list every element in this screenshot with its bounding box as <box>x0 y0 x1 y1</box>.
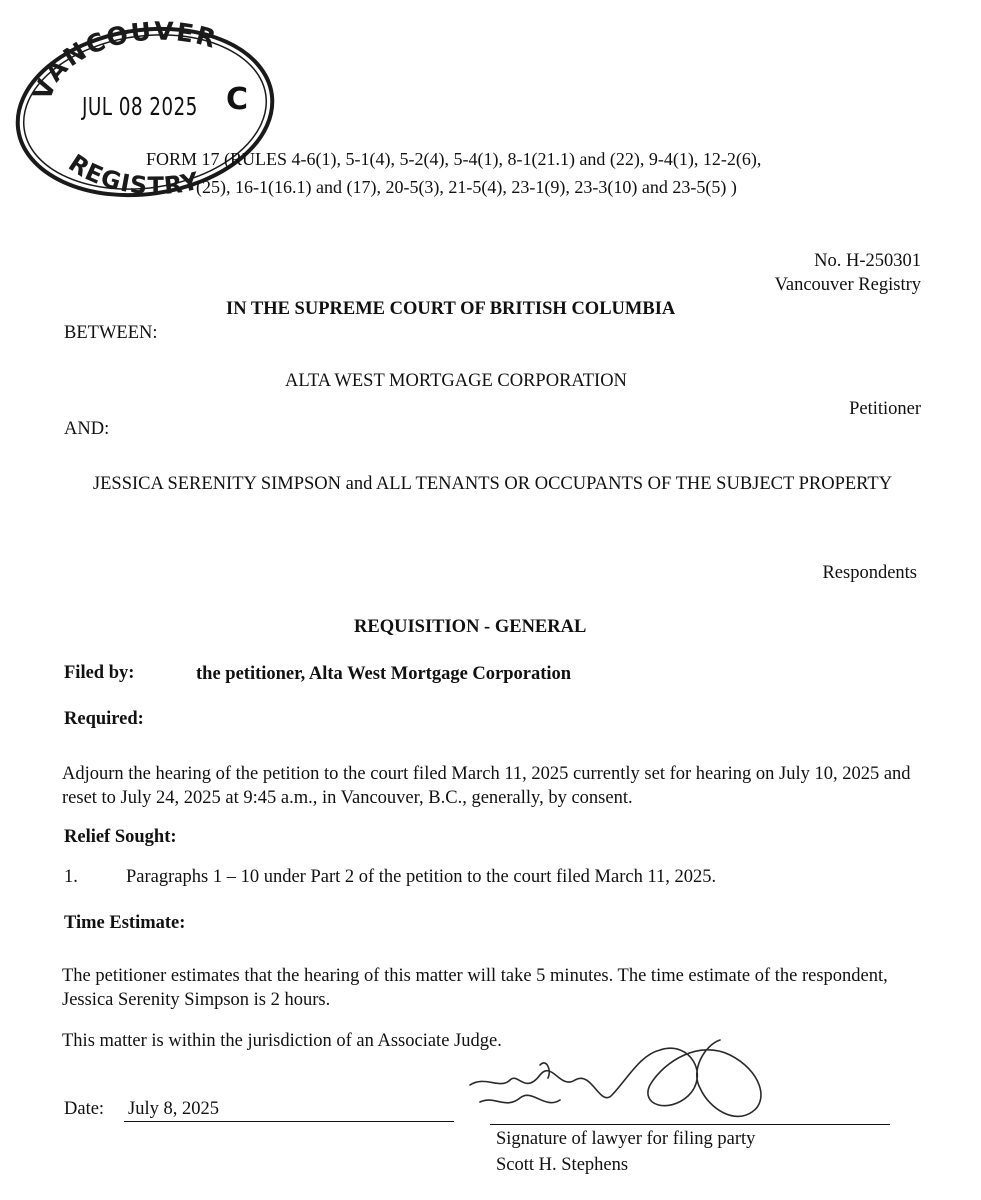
required-text: Adjourn the hearing of the petition to the court filed March 11, 2025 currently set for hearing on July 10, 2025 and reset to July 24, 2025 at 9:45 a.m., in Vancouver, B.C., generally, by consent. <box>62 764 911 808</box>
stamp-registry-text: REGISTRY <box>63 148 203 201</box>
between-label: BETWEEN: <box>64 323 158 343</box>
respondent-name: JESSICA SERENITY SIMPSON and ALL TENANTS OR OCCUPANTS OF THE SUBJECT PROPERTY <box>92 474 893 494</box>
respondent-role: Respondents <box>822 563 917 583</box>
stamp-city-text: VANCOUVER <box>27 16 221 104</box>
date-value: July 8, 2025 <box>128 1099 219 1119</box>
petitioner-role: Petitioner <box>849 399 921 419</box>
signature-line <box>490 1124 890 1125</box>
jurisdiction-statement: This matter is within the jurisdiction of an Associate Judge. <box>62 1031 502 1051</box>
time-estimate-heading: Time Estimate: <box>64 913 186 933</box>
court-file-number: No. H-250301 <box>814 251 921 271</box>
filed-by-value: the petitioner, Alta West Mortgage Corporation <box>196 664 572 684</box>
signatory-name: Scott H. Stephens <box>496 1155 629 1175</box>
relief-sought-heading: Relief Sought: <box>64 827 177 847</box>
document-title: REQUISITION - GENERAL <box>354 617 587 637</box>
time-estimate-text: The petitioner estimates that the hearing of this matter will take 5 minutes. The time estimate of the respondent, Jessica Serenity Simpson is 2 hours. <box>62 966 888 1010</box>
date-label: Date: <box>64 1099 105 1119</box>
stamp-letter: C <box>226 82 249 117</box>
filed-by-label: Filed by: <box>64 663 135 683</box>
court-registry: Vancouver Registry <box>774 275 921 295</box>
required-heading: Required: <box>64 709 144 729</box>
and-label: AND: <box>64 419 110 439</box>
relief-item-number: 1. <box>64 867 78 887</box>
relief-item-text: Paragraphs 1 – 10 under Part 2 of the petition to the court filed March 11, 2025. <box>126 867 717 887</box>
court-title: IN THE SUPREME COURT OF BRITISH COLUMBIA <box>226 299 676 319</box>
form-rules-line-1: FORM 17 (RULES 4-6(1), 5-1(4), 5-2(4), 5-4(1), 8-1(21.1) and (22), 9-4(1), 12-2(6), <box>146 149 762 169</box>
signature-caption: Signature of lawyer for filing party <box>496 1129 756 1149</box>
stamp-date: JUL 08 2025 <box>82 92 198 121</box>
petitioner-name: ALTA WEST MORTGAGE CORPORATION <box>285 371 627 391</box>
form-rules-line-2: (25), 16-1(16.1) and (17), 20-5(3), 21-5(4), 23-1(9), 23-3(10) and 23-5(5) ) <box>196 177 737 197</box>
